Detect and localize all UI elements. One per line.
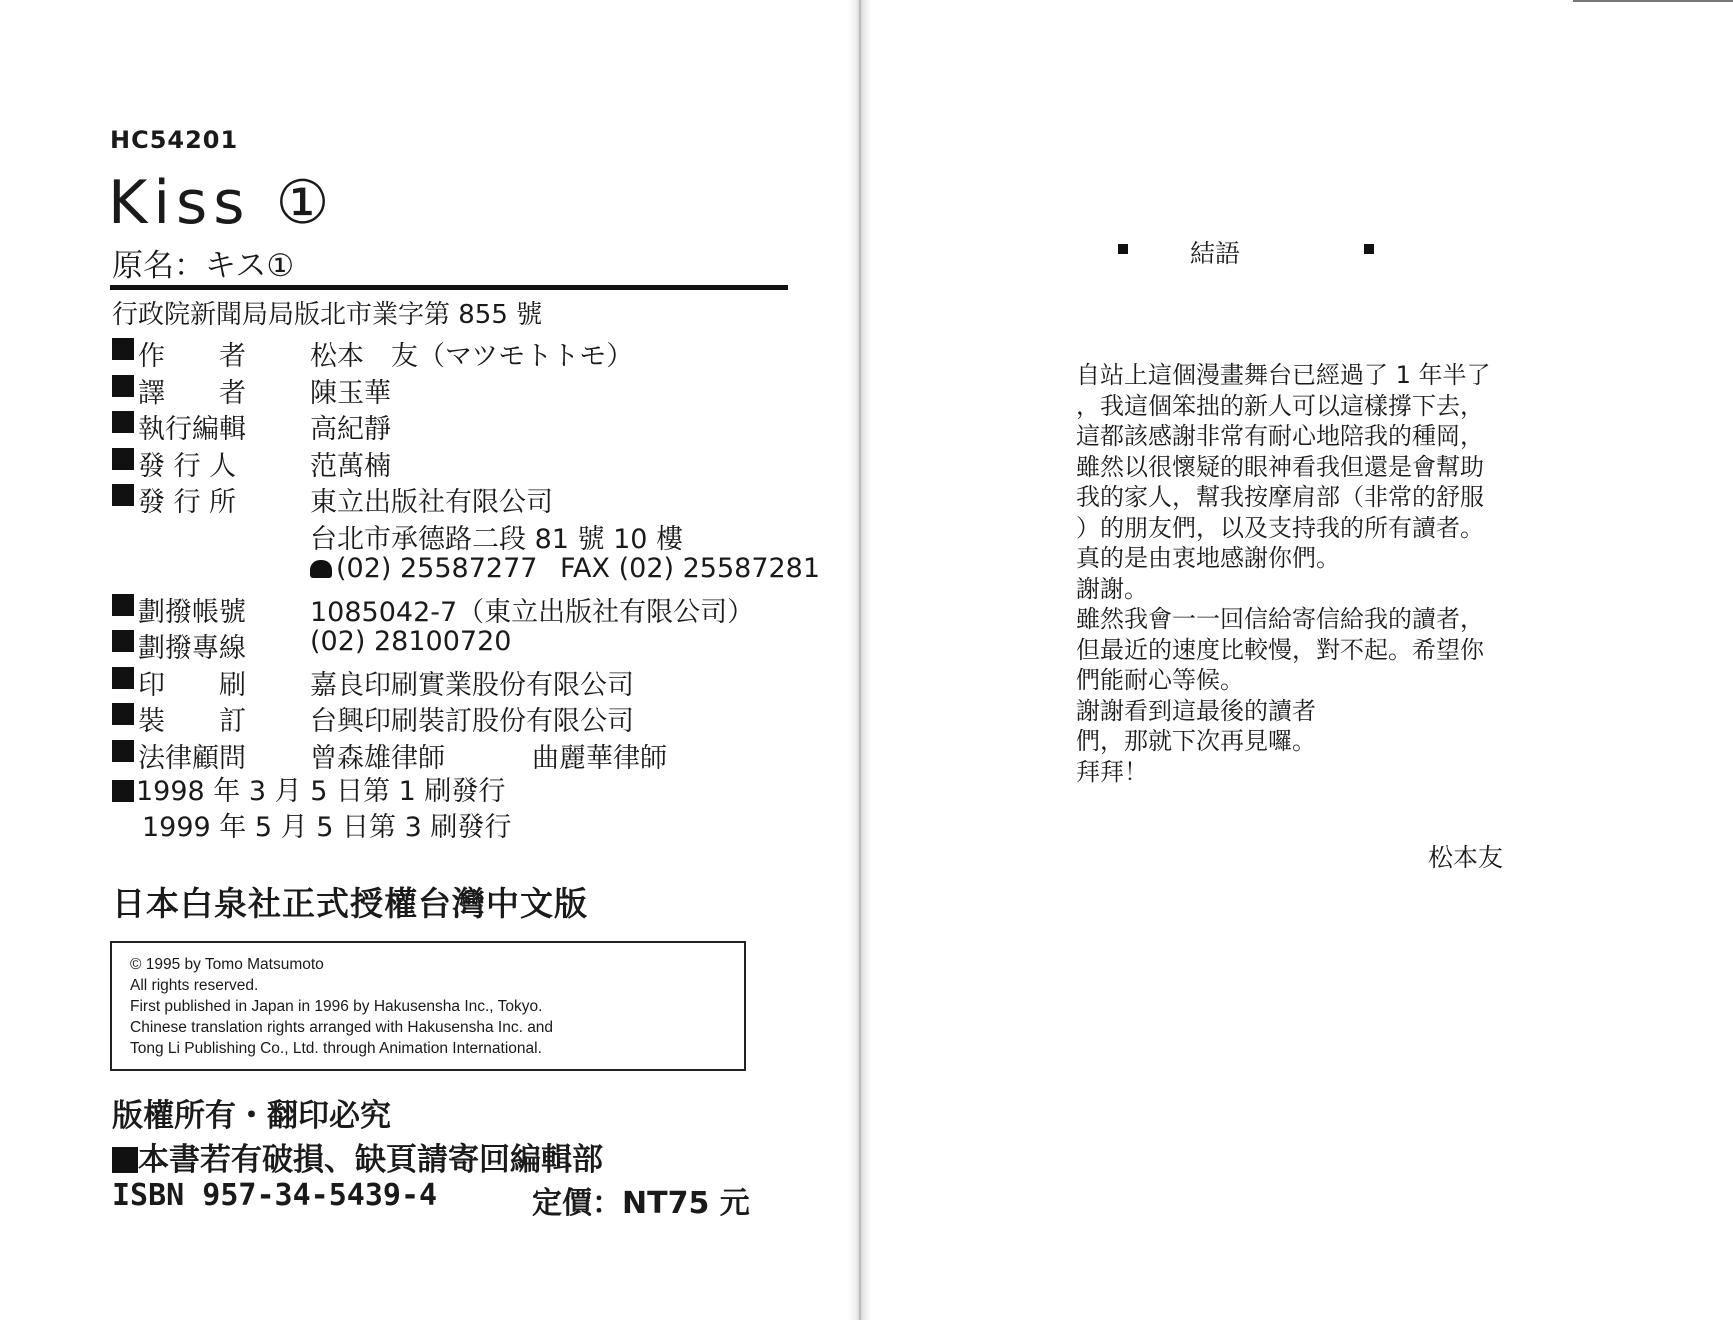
- original-title: 原名：キス①: [112, 248, 295, 284]
- legal-counsel-2: 曲麗華律師: [532, 742, 667, 774]
- copyright-line: All rights reserved.: [130, 977, 259, 994]
- credit-value: 陳玉華: [310, 377, 391, 409]
- credit-row: [112, 444, 812, 481]
- afterword-line: 謝謝。: [1076, 574, 1148, 603]
- afterword-line: 真的是由衷地感謝你們。: [1076, 544, 1340, 572]
- credit-row: [112, 699, 812, 736]
- registration-number: 行政院新聞局局版北市業字第 855 號: [112, 300, 543, 330]
- credit-label: 執行編輯: [138, 414, 246, 445]
- afterword-line: 這都該感謝非常有耐心地陪我的種岡，: [1076, 422, 1484, 450]
- date-text-1: 1998 年 3 月 5 日第 1 刷發行: [136, 776, 506, 807]
- catalog-code: HC54201: [110, 126, 239, 154]
- copyright-line: First published in Japan in 1996 by Hakusensha Inc., Tokyo.: [130, 998, 543, 1015]
- afterword-line: ，我這個笨拙的新人可以這樣撐下去，: [1076, 391, 1484, 420]
- credit-row: [112, 663, 812, 700]
- bullet-square-icon: [112, 594, 134, 616]
- credit-row: [112, 590, 812, 627]
- heading-square-left-icon: [1118, 244, 1128, 254]
- legal-label: 法律顧問: [138, 742, 246, 774]
- legal-counsel-1: 曾森雄律師: [310, 742, 445, 774]
- bullet-square-icon: [112, 667, 134, 689]
- credit-row: [112, 480, 812, 517]
- isbn-number: ISBN 957-34-5439-4: [112, 1178, 438, 1213]
- credit-label: 印 刷: [138, 669, 246, 701]
- bullet-square-icon: [112, 411, 134, 433]
- credit-row: [112, 334, 812, 371]
- credit-value: 高紀靜: [310, 414, 391, 445]
- bullet-square-icon: [112, 740, 134, 762]
- afterword-line: 雖然我會一一回信給寄信給我的讀者，: [1076, 605, 1484, 633]
- copyright-box: [110, 941, 746, 1071]
- afterword-heading: 結語: [1190, 239, 1241, 268]
- bullet-square-icon: [112, 484, 134, 506]
- author-signature: 松本友: [1428, 843, 1504, 872]
- credit-row: [112, 371, 812, 408]
- title-rule: [110, 285, 788, 290]
- credit-label: 發 行 所: [138, 487, 237, 518]
- publisher-address: 台北市承德路二段 81 號 10 樓: [310, 523, 684, 555]
- bullet-square-icon: [112, 780, 134, 802]
- credit-label: 劃撥專線: [138, 633, 246, 664]
- afterword-line: 們能耐心等候。: [1076, 666, 1244, 694]
- credit-row: [112, 626, 812, 663]
- copyright-line: © 1995 by Tomo Matsumoto: [130, 956, 324, 973]
- notice-text: 本書若有破損、缺頁請寄回編輯部: [138, 1142, 603, 1178]
- afterword-body: [1076, 360, 1516, 787]
- heading-square-right-icon: [1364, 244, 1374, 254]
- afterword-line: 拜拜！: [1076, 757, 1148, 786]
- bullet-square-icon: [112, 703, 134, 725]
- book-price: 定價：NT75 元: [532, 1186, 750, 1221]
- copyright-line: Tong Li Publishing Co., Ltd. through Animation International.: [130, 1040, 542, 1057]
- bullet-square-icon: [112, 375, 134, 397]
- credit-label: 發 行 人: [138, 450, 237, 482]
- bullet-square-icon: [112, 630, 134, 652]
- legal-row: [112, 736, 812, 773]
- print-dates: [112, 774, 511, 846]
- credits-list: [112, 334, 821, 774]
- afterword-line: 但最近的速度比較慢，對不起。希望你: [1076, 635, 1484, 664]
- credit-value: 嘉良印刷實業股份有限公司: [310, 669, 634, 701]
- credit-row: [112, 407, 812, 444]
- credit-label: 作 者: [138, 341, 246, 372]
- date-text-2: 1999 年 5 月 5 日第 3 刷發行: [142, 812, 512, 843]
- credit-label: 劃撥帳號: [138, 596, 246, 628]
- print-date-2: [112, 810, 511, 846]
- bullet-square-icon: [112, 338, 134, 360]
- fax-number: FAX (02) 25587281: [560, 553, 821, 584]
- credit-value: 1085042-7（東立出版社有限公司）: [310, 596, 755, 628]
- copyright-line: Chinese translation rights arranged with Hakusensha Inc. and: [130, 1019, 554, 1036]
- phone-number: [310, 553, 537, 584]
- damage-notice: [112, 1134, 603, 1179]
- authorization-statement: 日本白泉社正式授權台灣中文版: [112, 884, 588, 923]
- book-title: Kiss ①: [108, 168, 336, 238]
- afterword-line: 謝謝看到這最後的讀者: [1076, 696, 1316, 725]
- afterword-line: 們，那就下次再見囉。: [1076, 727, 1316, 755]
- address-row: [112, 517, 812, 554]
- contact-row: [112, 553, 821, 590]
- afterword-line: 雖然以很懷疑的眼神看我但還是會幫助: [1076, 452, 1484, 481]
- credit-value: 松本 友（マツモトトモ）: [310, 341, 634, 372]
- telephone-icon: [310, 560, 332, 578]
- credit-value: 東立出版社有限公司: [310, 487, 553, 518]
- afterword-line: 自站上這個漫畫舞台已經過了 1 年半了: [1076, 361, 1491, 389]
- print-date-1: [112, 774, 511, 810]
- credit-value: 台興印刷裝訂股份有限公司: [310, 706, 634, 737]
- phone-text: (02) 25587277: [336, 553, 538, 584]
- bullet-square-icon: [112, 1147, 138, 1173]
- credit-label: 裝 訂: [138, 706, 246, 737]
- credit-value: (02) 28100720: [310, 626, 512, 657]
- bullet-square-icon: [112, 448, 134, 470]
- credit-label: 譯 者: [138, 377, 246, 409]
- rights-statement: 版權所有・翻印必究: [112, 1098, 391, 1134]
- afterword-line: ）的朋友們，以及支持我的所有讀者。: [1076, 513, 1484, 542]
- afterword-line: 我的家人，幫我按摩肩部（非常的舒服: [1076, 483, 1484, 511]
- book-spine-line: [859, 0, 861, 1320]
- credit-value: 范萬楠: [310, 450, 391, 482]
